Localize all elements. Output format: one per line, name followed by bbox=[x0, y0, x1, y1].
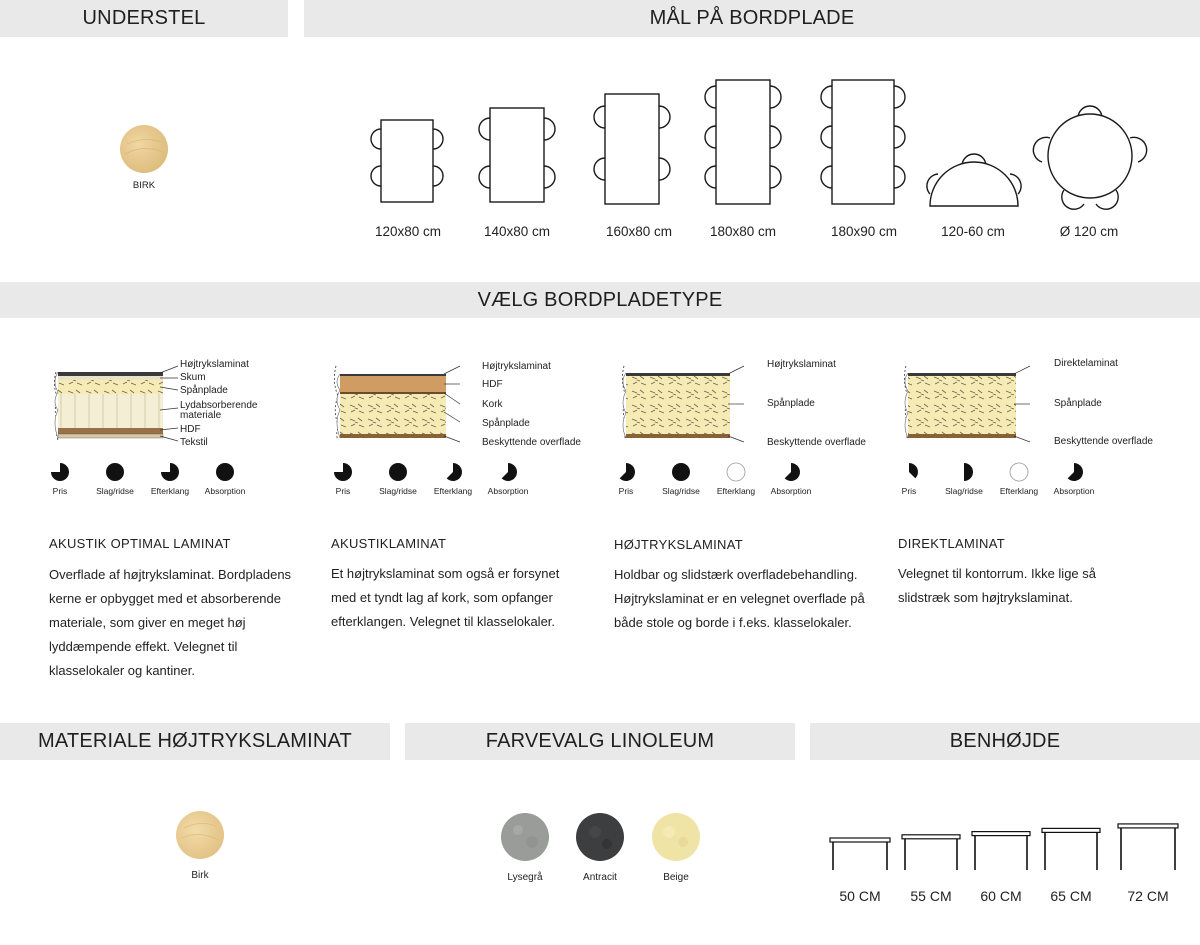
layer-label: Højtrykslaminat bbox=[180, 359, 249, 370]
type-title-hojtrykslaminat: HØJTRYKSLAMINAT bbox=[614, 537, 743, 552]
rating-label: Absorption bbox=[204, 486, 246, 496]
linoleum-lysegra-label: Lysegrå bbox=[507, 872, 543, 883]
height-label-72: 72 CM bbox=[1127, 888, 1169, 904]
linoleum-beige-label: Beige bbox=[663, 872, 689, 883]
header-benhojde: BENHØJDE bbox=[810, 723, 1200, 760]
type-description-akustik-optimal: Overflade af højtrykslaminat. Bordpladens kerne er opbygget med et absorberende materiale, som giver en meget høj lyddæmpende effekt. Velegnet til klasselokaler og kantiner. bbox=[49, 567, 292, 678]
layer-label: Beskyttende overflade bbox=[1054, 436, 1153, 447]
materiale-birk-label: Birk bbox=[191, 870, 209, 881]
rating-label: Slag/ridse bbox=[96, 486, 134, 496]
rating-label: Pris bbox=[901, 486, 917, 496]
size-label-160x80: 160x80 cm bbox=[605, 224, 673, 239]
size-label-round-120: Ø 120 cm bbox=[1059, 224, 1119, 239]
size-label-120x80: 120x80 cm bbox=[374, 224, 442, 239]
layer-label: Beskyttende overflade bbox=[482, 437, 581, 448]
type-title-direktlaminat: DIREKTLAMINAT bbox=[898, 536, 1005, 551]
layer-label: Skum bbox=[180, 372, 206, 383]
layer-label: HDF bbox=[180, 424, 201, 435]
rating-label: Efterklang bbox=[433, 486, 473, 496]
layer-label: Spånplade bbox=[180, 385, 228, 396]
size-label-140x80: 140x80 cm bbox=[483, 224, 551, 239]
height-label-65: 65 CM bbox=[1050, 888, 1092, 904]
rating-label: Absorption bbox=[770, 486, 812, 496]
layer-label: Beskyttende overflade bbox=[767, 437, 866, 448]
header-materiale: MATERIALE HØJTRYKSLAMINAT bbox=[0, 723, 390, 760]
type-title-akustiklaminat: AKUSTIKLAMINAT bbox=[331, 536, 447, 551]
rating-label: Pris bbox=[335, 486, 351, 496]
birk-label: BIRK bbox=[132, 180, 156, 191]
header-vaelg-bordpladetype: VÆLG BORDPLADETYPE bbox=[0, 282, 1200, 318]
leg-height-65 bbox=[1042, 828, 1100, 870]
rating-label: Pris bbox=[52, 486, 68, 496]
layer-label: Spånplade bbox=[1054, 398, 1102, 409]
leg-height-50 bbox=[830, 838, 890, 870]
rating-label: Pris bbox=[618, 486, 634, 496]
rating-label: Efterklang bbox=[716, 486, 756, 496]
height-label-50: 50 CM bbox=[839, 888, 881, 904]
layer-label: HDF bbox=[482, 379, 503, 390]
layer-label: Spånplade bbox=[767, 398, 815, 409]
rating-label: Absorption bbox=[487, 486, 529, 496]
type-description-direktlaminat: Velegnet til kontorrum. Ikke lige så slidstræk som højtrykslaminat. bbox=[898, 566, 1096, 605]
size-label-120-60: 120-60 cm bbox=[941, 224, 1005, 239]
rating-label: Efterklang bbox=[150, 486, 190, 496]
leg-height-72 bbox=[1118, 824, 1178, 870]
rating-label: Slag/ridse bbox=[379, 486, 417, 496]
leg-height-60 bbox=[972, 832, 1030, 870]
header-understel: UNDERSTEL bbox=[0, 0, 288, 37]
layer-label: Spånplade bbox=[482, 418, 530, 429]
layer-label: Højtrykslaminat bbox=[482, 361, 551, 372]
layer-label: Lydabsorberende bbox=[180, 400, 258, 411]
height-label-55: 55 CM bbox=[910, 888, 952, 904]
leg-height-55 bbox=[902, 835, 960, 870]
header-farvevalg: FARVEVALG LINOLEUM bbox=[405, 723, 795, 760]
type-description-hojtrykslaminat: Holdbar og slidstærk overfladebehandling. Højtrykslaminat er en velegnet overflade på både stole og borde i f.eks. klasselokaler. bbox=[614, 567, 865, 630]
rating-label: Absorption bbox=[1053, 486, 1095, 496]
size-label-180x80: 180x80 cm bbox=[709, 224, 777, 239]
rating-label: Slag/ridse bbox=[662, 486, 700, 496]
size-label-180x90: 180x90 cm bbox=[830, 224, 898, 239]
layer-label: Direktelaminat bbox=[1054, 358, 1118, 369]
height-label-60: 60 CM bbox=[980, 888, 1022, 904]
header-maal-paa-bordplade: MÅL PÅ BORDPLADE bbox=[304, 0, 1200, 37]
layer-label: Højtrykslaminat bbox=[767, 359, 836, 370]
type-title-akustik-optimal: AKUSTIK OPTIMAL LAMINAT bbox=[49, 536, 231, 551]
layer-label: Kork bbox=[482, 399, 503, 410]
rating-label: Slag/ridse bbox=[945, 486, 983, 496]
type-description-akustiklaminat: Et højtrykslaminat som også er forsynet med et tyndt lag af kork, som opfanger efterklangen. Velegnet til klasselokaler. bbox=[331, 566, 560, 629]
layer-label: materiale bbox=[180, 410, 222, 421]
linoleum-antracit-label: Antracit bbox=[583, 872, 617, 883]
layer-label: Tekstil bbox=[180, 437, 208, 448]
rating-label: Efterklang bbox=[999, 486, 1039, 496]
